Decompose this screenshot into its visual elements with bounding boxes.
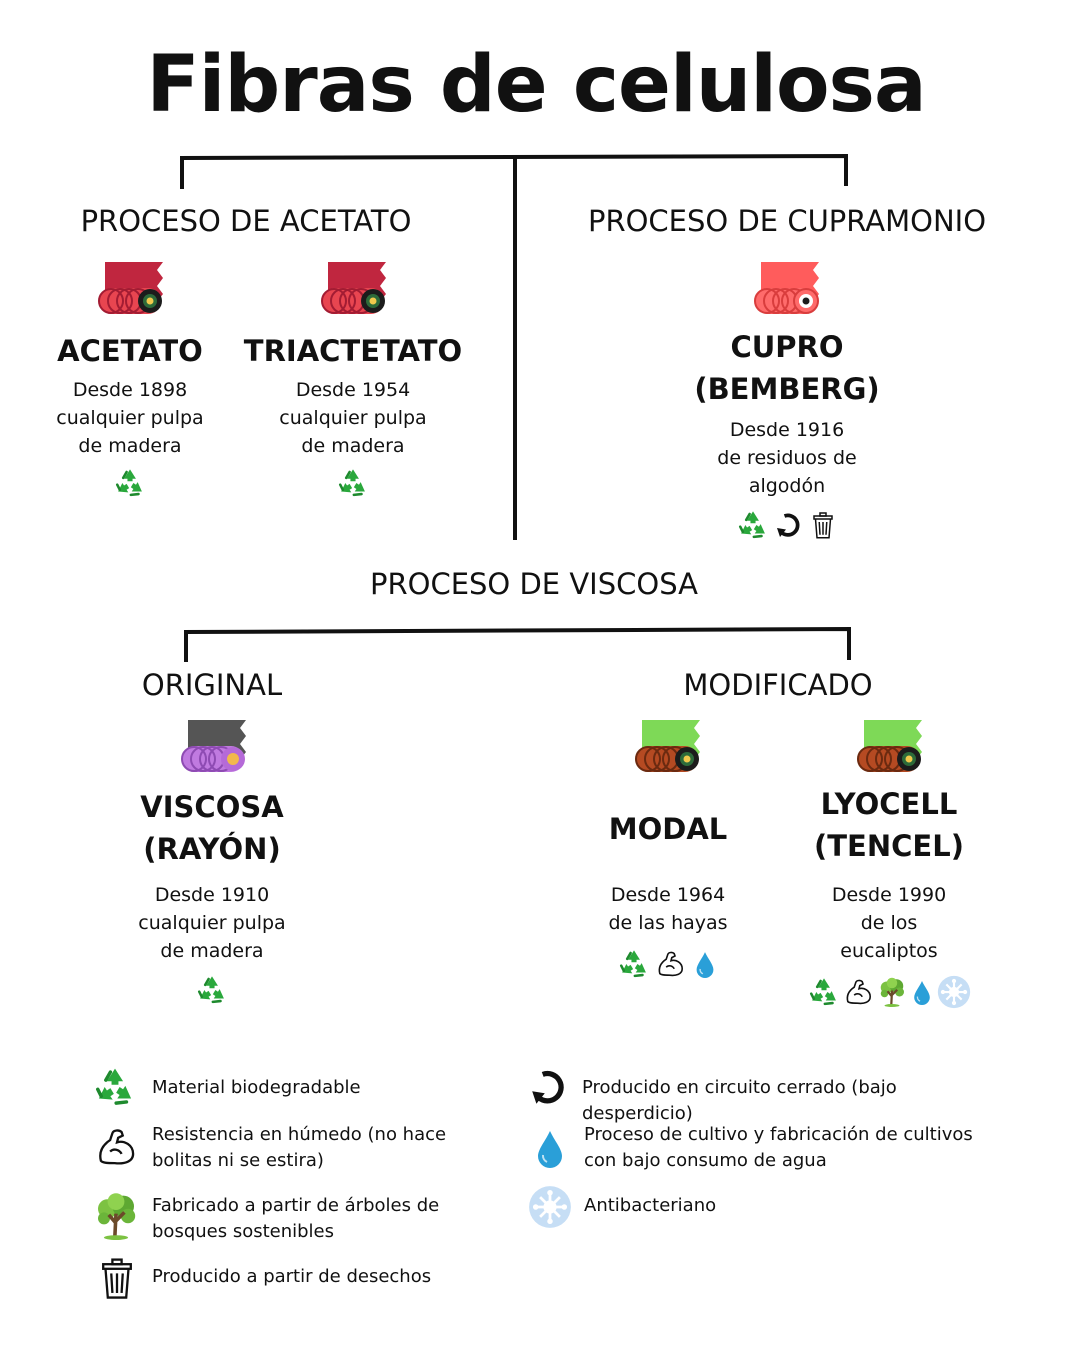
- legend-icon-muscle: [94, 1124, 140, 1170]
- fiber-icons-acetato: [30, 466, 230, 500]
- legend-icon-antibacterial: [528, 1185, 572, 1229]
- recycle-icon: [807, 975, 841, 1009]
- fiber-name-lyocell: LYOCELL (TENCEL): [814, 787, 964, 863]
- recycle-icon: [617, 947, 651, 981]
- muscle-icon: [655, 948, 687, 980]
- fiber-icons-triacetato: [253, 466, 453, 500]
- legend-icon-recycle: [90, 1064, 140, 1110]
- antibacterial-icon: [937, 975, 971, 1009]
- fiber-name-triacetato: TRIACTETATO: [243, 334, 463, 368]
- legend-text-muscle: Resistencia en húmedo (no hace bolitas ni se estira): [152, 1124, 447, 1171]
- subprocess-label-modificado: MODIFICADO: [683, 668, 873, 702]
- fiber-desc-modal: Desde 1964 de las hayas: [608, 884, 728, 934]
- process-label-acetato: PROCESO DE ACETATO: [80, 204, 412, 238]
- legend-text-water-drop: Proceso de cultivo y fabricación de cultivos con bajo consumo de agua: [584, 1124, 973, 1171]
- fiber-icons-lyocell: [779, 975, 999, 1009]
- recycle-icon: [195, 973, 229, 1007]
- recycle-icon: [113, 466, 147, 500]
- muscle-icon: [843, 976, 875, 1008]
- fiber-desc-cupro: Desde 1916 de residuos de algodón: [717, 419, 857, 497]
- process-label-cupramonio: PROCESO DE CUPRAMONIO: [587, 204, 987, 238]
- fiber-desc-lyocell: Desde 1990 de los eucaliptos: [831, 884, 947, 962]
- page-title: Fibras de celulosa: [146, 40, 926, 130]
- water-drop-icon: [691, 948, 719, 980]
- fabric-roll-icon: [751, 260, 823, 316]
- legend-icon-tree: [92, 1186, 140, 1246]
- fabric-roll-icon: [95, 260, 167, 316]
- legend-icon-trash: [94, 1254, 140, 1302]
- fiber-name-acetato: ACETATO: [57, 334, 203, 368]
- fiber-desc-viscosa: Desde 1910 cualquier pulpa de madera: [138, 884, 286, 962]
- legend-icon-closed-loop: [528, 1064, 570, 1110]
- fiber-desc-triacetato: Desde 1954 cualquier pulpa de madera: [279, 379, 427, 457]
- fabric-roll-icon: [178, 718, 250, 774]
- fiber-name-viscosa: VISCOSA (RAYÓN): [140, 790, 284, 866]
- fiber-icons-cupro: [677, 508, 897, 542]
- legend-text-antibacterial: Antibacteriano: [584, 1195, 717, 1216]
- subprocess-label-original: ORIGINAL: [141, 668, 283, 702]
- legend-text-tree: Fabricado a partir de árboles de bosques sostenibles: [152, 1195, 440, 1242]
- fiber-desc-acetato: Desde 1898 cualquier pulpa de madera: [56, 379, 204, 457]
- process-label-viscosa: PROCESO DE VISCOSA: [369, 567, 699, 601]
- fiber-name-modal: MODAL: [608, 812, 728, 846]
- recycle-icon: [336, 466, 370, 500]
- fabric-roll-icon: [632, 718, 704, 774]
- tree-icon: [877, 976, 907, 1008]
- fiber-name-cupro: CUPRO (BEMBERG): [694, 330, 880, 406]
- legend-text-recycle: Material biodegradable: [152, 1077, 361, 1098]
- trash-icon: [808, 508, 838, 542]
- fabric-roll-icon: [318, 260, 390, 316]
- legend-text-closed-loop: Producido en circuito cerrado (bajo desperdicio): [582, 1077, 897, 1124]
- fabric-roll-icon: [854, 718, 926, 774]
- closed-loop-icon: [774, 509, 804, 541]
- fiber-icons-viscosa: [102, 973, 322, 1007]
- fiber-icons-modal: [558, 947, 778, 981]
- legend-text-trash: Producido a partir de desechos: [152, 1266, 432, 1287]
- legend-icon-water-drop: [530, 1120, 570, 1176]
- water-drop-icon: [909, 977, 935, 1007]
- recycle-icon: [736, 508, 770, 542]
